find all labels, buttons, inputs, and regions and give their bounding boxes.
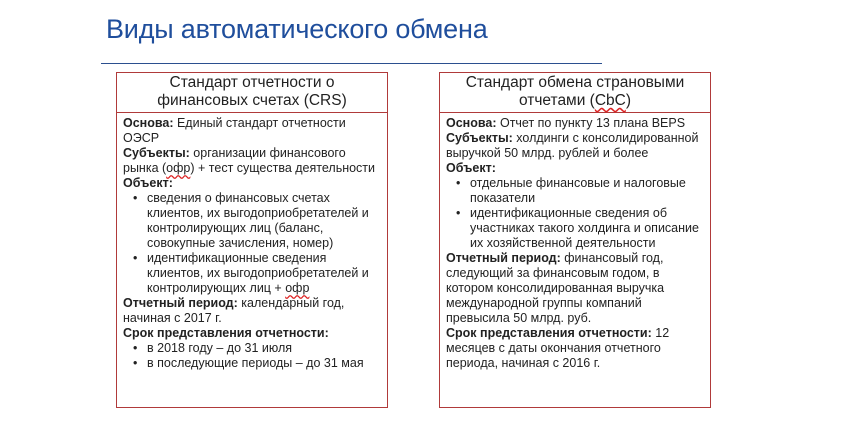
cbc-subjects: [446, 131, 704, 161]
bullet-icon: •: [133, 191, 138, 205]
list-item: [123, 191, 381, 251]
bullet-icon: •: [456, 176, 461, 190]
crs-basis-label: Основа:: [123, 116, 174, 130]
crs-deadline-list: [123, 341, 381, 371]
cbc-period-text: финансовый год, следующий за финансовым годом, в котором консолидированная выручка международной группы компаний превысила 50 млрд. руб.: [446, 251, 665, 325]
crs-deadline-item-1: в 2018 году – до 31 июля: [147, 341, 293, 355]
bullet-icon: •: [133, 356, 138, 370]
crs-subjects: [123, 146, 381, 176]
crs-object-item-1: сведения о финансовых счетах клиентов, их выгодоприобретателей и контролирующих лиц (баланс, совокупные зачисления, номер): [147, 191, 369, 250]
list-item: [123, 341, 381, 356]
cbc-header-abbr: CbC: [594, 92, 626, 109]
crs-header-line1: Стандарт отчетности о: [169, 74, 335, 91]
list-item: [123, 356, 381, 371]
slide-title: Виды автоматического обмена: [106, 14, 488, 44]
list-item: [446, 176, 704, 206]
cbc-subjects-text: холдинги с консолидированной выручкой 50 млрд. рублей и более: [446, 131, 699, 160]
cbc-object-label: Объект:: [446, 161, 496, 175]
cbc-basis-label: Основа:: [446, 116, 497, 130]
crs-basis-text: Единый стандарт отчетности ОЭСР: [123, 116, 346, 145]
cbc-box: [439, 72, 711, 408]
cbc-period-label: Отчетный период:: [446, 251, 561, 265]
cbc-deadline-text: 12 месяцев с даты окончания отчетного периода, начиная с 2016 г.: [446, 326, 670, 370]
cbc-object-list: [446, 176, 704, 251]
crs-subjects-label: Субъекты:: [123, 146, 190, 160]
cbc-basis: [446, 116, 704, 131]
crs-box: [116, 72, 388, 408]
cbc-header-post: ): [625, 92, 632, 109]
cbc-header-line1: Стандарт обмена страновыми: [465, 74, 685, 91]
title-underline: [101, 63, 602, 64]
crs-deadline-label: Срок представления отчетности:: [123, 326, 329, 340]
crs-period: [123, 296, 381, 326]
crs-period-label: Отчетный период:: [123, 296, 238, 310]
bullet-icon: •: [456, 206, 461, 220]
crs-object-list: [123, 191, 381, 296]
crs-object-label: Объект:: [123, 176, 173, 190]
cbc-header-pre: отчетами (: [518, 92, 595, 109]
crs-subjects-pre: организации финансового рынка (: [123, 146, 346, 175]
crs-box-body: [117, 113, 387, 371]
list-item: [446, 206, 704, 251]
bullet-icon: •: [133, 341, 138, 355]
crs-period-text: календарный год, начиная с 2017 г.: [123, 296, 345, 325]
crs-header-line2: финансовых счетах (CRS): [157, 92, 347, 109]
cbc-subjects-label: Субъекты:: [446, 131, 513, 145]
crs-object-item-2: идентификационные сведения клиентов, их выгодоприобретателей и контролирующих лиц +: [147, 251, 369, 295]
cbc-object-item-1: отдельные финансовые и налоговые показатели: [470, 176, 686, 205]
bullet-icon: •: [133, 251, 138, 265]
crs-basis: [123, 116, 381, 146]
cbc-box-header: [440, 73, 710, 113]
crs-object-item-2-abbr: офр: [285, 281, 310, 295]
cbc-box-body: [440, 113, 710, 371]
cbc-deadline: [446, 326, 704, 371]
cbc-deadline-label: Срок представления отчетности:: [446, 326, 652, 340]
cbc-period: [446, 251, 704, 326]
cbc-basis-text: Отчет по пункту 13 плана BEPS: [496, 116, 686, 130]
cbc-object-item-2: идентификационные сведения об участниках такого холдинга и описание их хозяйственной деятельности: [470, 206, 699, 250]
crs-subjects-post: ) + тест существа деятельности: [190, 161, 376, 175]
crs-subjects-abbr: офр: [166, 161, 191, 175]
list-item: [123, 251, 381, 296]
cbc-header-line2: [444, 92, 706, 110]
crs-box-header: [117, 73, 387, 113]
crs-deadline-item-2: в последующие периоды – до 31 мая: [147, 356, 364, 370]
